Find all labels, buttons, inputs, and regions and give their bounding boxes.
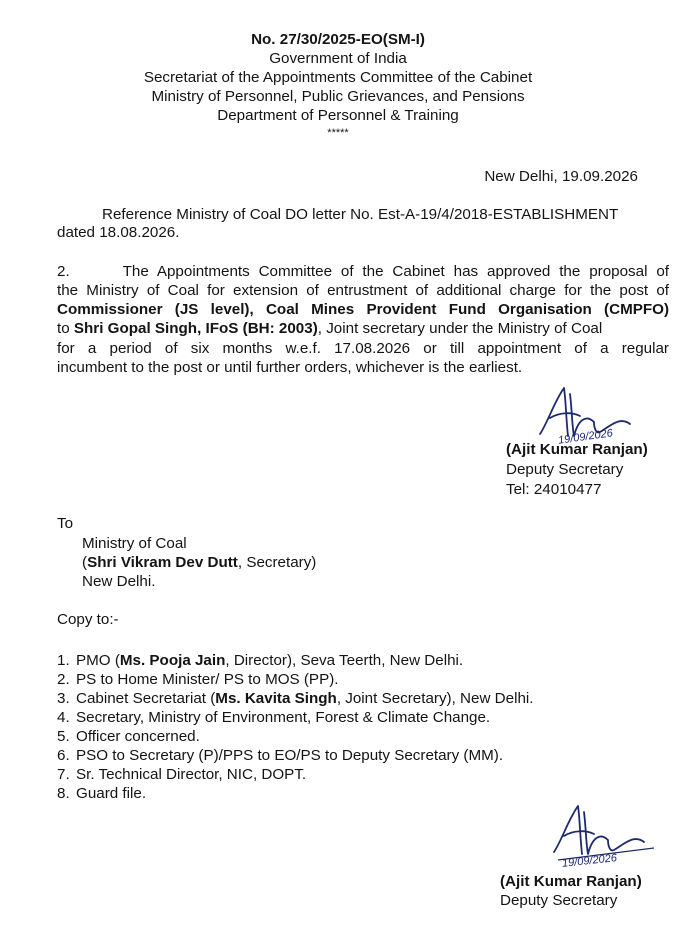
signature-date-2: 19/09/2026: [561, 852, 618, 870]
copy-to-item-number: 3.: [57, 690, 70, 707]
copy-to-label: Copy to:-: [57, 611, 119, 628]
signatory-name-2: (Ajit Kumar Ranjan): [500, 873, 642, 890]
header-secretariat: Secretariat of the Appointments Committee of the Cabinet: [143, 69, 533, 86]
copy-to-item: 3. Cabinet Secretariat (Ms. Kavita Singh, Joint Secretary), New Delhi.: [57, 690, 534, 707]
copy-to-item-number: 5.: [57, 728, 70, 745]
to-line-1: Ministry of Coal: [82, 535, 187, 552]
signature-date-1: 19/09/2026: [557, 427, 614, 447]
copy-to-item: 5. Officer concerned.: [57, 728, 200, 745]
copy-to-item-number: 7.: [57, 766, 70, 783]
para2-line-3: Commissioner (JS level), Coal Mines Provident Fund Organisation (CMPFO): [57, 301, 669, 318]
para2-line-4: to Shri Gopal Singh, IFoS (BH: 2003), Joint secretary under the Ministry of Coal: [57, 320, 603, 337]
copy-to-item-number: 1.: [57, 652, 70, 669]
copy-to-item-number: 2.: [57, 671, 70, 688]
copy-to-item-number: 6.: [57, 747, 70, 764]
signatory-designation-1: Deputy Secretary: [506, 461, 624, 478]
para2-line-1: 2. The Appointments Committee of the Cabinet has approved the proposal of: [57, 263, 669, 280]
copy-to-item: 7. Sr. Technical Director, NIC, DOPT.: [57, 766, 307, 783]
to-line-3: New Delhi.: [82, 573, 156, 590]
place-date: New Delhi, 19.09.2026: [484, 168, 638, 185]
header-govt: Government of India: [269, 50, 407, 67]
para2-line-6: incumbent to the post or until further orders, whichever is the earliest.: [57, 359, 523, 376]
header-ministry: Ministry of Personnel, Public Grievances, and Pensions: [151, 88, 525, 105]
copy-to-item-number: 4.: [57, 709, 70, 726]
signatory-tel: Tel: 24010477: [506, 481, 602, 498]
header-stars: *****: [327, 127, 349, 139]
copy-to-item: 4. Secretary, Ministry of Environment, Forest & Climate Change.: [57, 709, 491, 726]
to-line-2: (Shri Vikram Dev Dutt, Secretary): [82, 554, 317, 571]
order-number: No. 27/30/2025-EO(SM-I): [251, 31, 425, 48]
reference-line-2: dated 18.08.2026.: [57, 224, 180, 241]
reference-line-1: Reference Ministry of Coal DO letter No. Est-A-19/4/2018-ESTABLISHMENT: [102, 206, 619, 223]
para2-line-5: for a period of six months w.e.f. 17.08.2026 or till appointment of a regular: [57, 340, 669, 357]
copy-to-item-number: 8.: [57, 785, 70, 802]
header-department: Department of Personnel & Training: [217, 107, 459, 124]
copy-to-item: 2. PS to Home Minister/ PS to MOS (PP).: [57, 671, 339, 688]
signatory-name-1: (Ajit Kumar Ranjan): [506, 441, 648, 458]
copy-to-item: 6. PSO to Secretary (P)/PPS to EO/PS to Deputy Secretary (MM).: [57, 747, 504, 764]
to-label: To: [57, 515, 74, 532]
signatory-designation-2: Deputy Secretary: [500, 892, 618, 909]
copy-to-item: 8. Guard file.: [57, 785, 147, 802]
copy-to-item: 1. PMO (Ms. Pooja Jain, Director), Seva Teerth, New Delhi.: [57, 652, 464, 669]
para2-line-2: the Ministry of Coal for extension of entrustment of additional charge for the post of: [57, 282, 669, 299]
